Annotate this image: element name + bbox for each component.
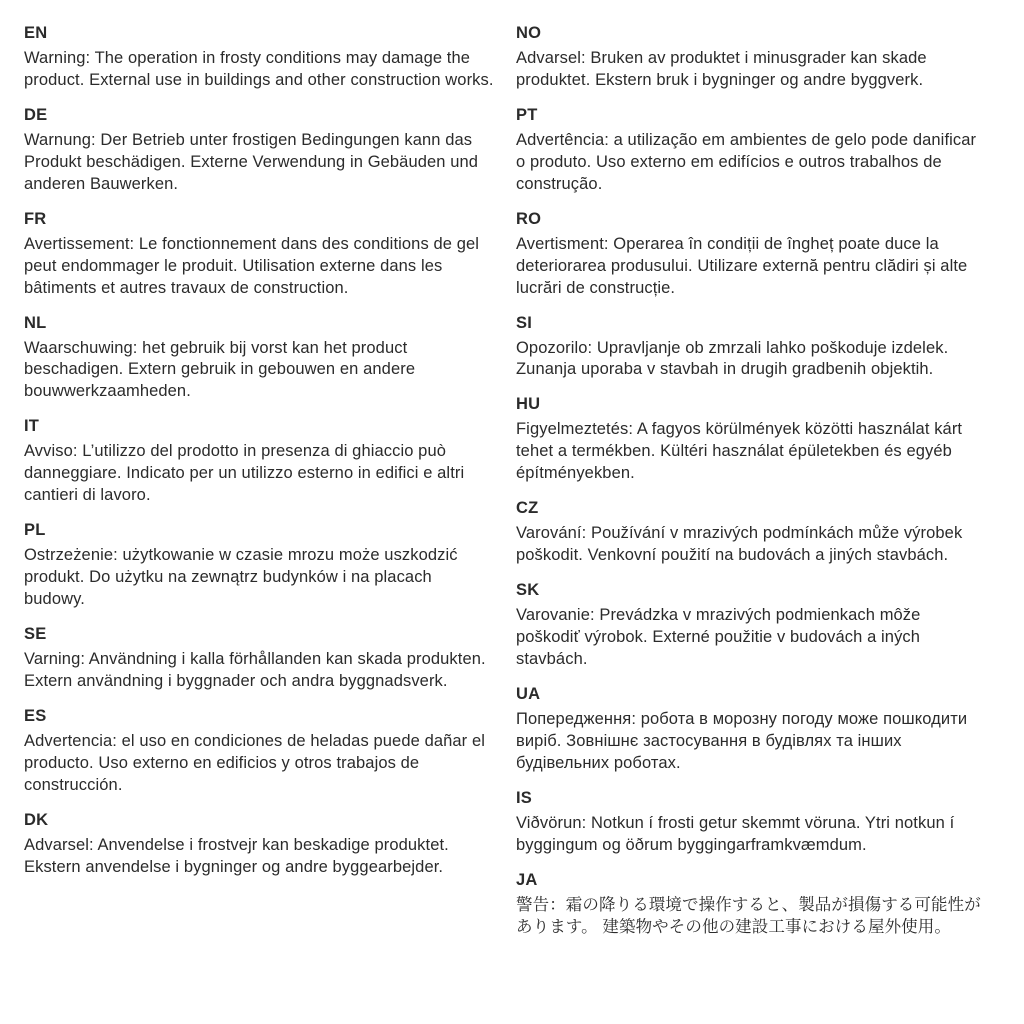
left-column: [24, 10, 494, 1014]
language-section-nl: [24, 314, 494, 404]
language-code: SE: [24, 624, 47, 643]
language-section-fr: [24, 210, 494, 300]
language-section-it: [24, 417, 494, 507]
warning-text: Waarschuwing: het gebruik bij vorst kan het product beschadigen. Extern gebruik in gebouwen en andere bouwwerkzaamheden.: [24, 338, 416, 401]
language-code: SK: [516, 581, 540, 600]
warning-text: Advarsel: Anvendelse i frostvejr kan beskadige produktet. Ekstern anvendelse i bygninger og andre byggearbejder.: [24, 835, 449, 876]
warning-text: 警告：霜の降りる環境で操作すると、製品が損傷する可能性があります。 建築物やその他の建設工事における屋外使用。: [516, 895, 981, 936]
warning-text: Warning: The operation in frosty conditions may damage the product. External use in buildings and other construction works.: [24, 49, 494, 89]
right-column: [516, 10, 986, 1014]
language-section-en: [24, 24, 494, 92]
language-section-ua: [516, 685, 986, 775]
language-section-de: [24, 106, 494, 196]
language-code: DE: [24, 105, 48, 124]
warning-text: Avertisment: Operarea în condiții de îngheț poate duce la deteriorarea produsului. Utilizare externă pentru clădiri și alte lucrări de construcție.: [516, 234, 968, 297]
warning-text: Advertencia: el uso en condiciones de heladas puede dañar el producto. Uso externo en edificios y otros trabajos de construcción.: [24, 731, 485, 794]
warning-text: Warnung: Der Betrieb unter frostigen Bedingungen kann das Produkt beschädigen. Externe Verwendung in Gebäuden und anderen Bauwerken.: [24, 130, 479, 193]
language-code: PT: [516, 105, 538, 124]
language-code: UA: [516, 684, 541, 703]
language-code: CZ: [516, 499, 539, 518]
language-section-pt: [516, 106, 986, 196]
warning-text: Viðvörun: Notkun í frosti getur skemmt vöruna. Ytri notkun í byggingum og öðrum byggingarframkvæmdum.: [516, 813, 955, 854]
language-section-hu: [516, 395, 986, 485]
language-code: ES: [24, 706, 47, 725]
warning-text: Figyelmeztetés: A fagyos körülmények közötti használat kárt tehet a termékben. Kültéri használat épületekben és egyéb építményekben.: [516, 420, 963, 483]
warning-text: Advertência: a utilização em ambientes de gelo pode danificar o produto. Uso externo em edifícios e outros trabalhos de construção.: [516, 130, 977, 193]
language-code: HU: [516, 395, 541, 414]
language-code: FR: [24, 209, 47, 228]
language-section-cz: [516, 499, 986, 567]
warning-text: Avviso: L’utilizzo del prodotto in presenza di ghiaccio può danneggiare. Indicato per un utilizzo esterno in edifici e altri cantieri di lavoro.: [24, 442, 465, 505]
language-code: IT: [24, 417, 40, 436]
warning-text: Opozorilo: Upravljanje ob zmrzali lahko poškoduje izdelek. Zunanja uporaba v stavbah in drugih gradbenih objektih.: [516, 338, 949, 379]
warning-text: Ostrzeżenie: użytkowanie w czasie mrozu może uszkodzić produkt. Do użytku na zewnątrz budynków i na placach budowy.: [24, 546, 458, 608]
warning-text: Varning: Användning i kalla förhållanden kan skada produkten. Extern användning i byggnader och andra byggnadsverk.: [24, 649, 486, 690]
warning-text: Попередження: робота в морозну погоду може пошкодити виріб. Зовнішнє застосування в будівлях та інших будівельних роботах.: [516, 709, 968, 772]
language-section-ro: [516, 210, 986, 300]
language-section-no: [516, 24, 986, 92]
warning-text: Varovanie: Prevádzka v mrazivých podmienkach môže poškodiť výrobok. Externé použitie v budovách a iných stavbách.: [516, 606, 921, 668]
language-code: NO: [516, 24, 542, 42]
language-section-is: [516, 789, 986, 857]
language-code: SI: [516, 313, 532, 332]
language-code: IS: [516, 788, 532, 807]
warning-text: Avertissement: Le fonctionnement dans des conditions de gel peut endommager le produit. Utilisation externe dans les bâtiments et autres travaux de construction.: [24, 234, 480, 297]
language-code: PL: [24, 521, 46, 540]
warning-text: Varování: Používání v mrazivých podmínkách může výrobek poškodit. Venkovní použití na budovách a jiných stavbách.: [516, 524, 963, 565]
language-section-es: [24, 707, 494, 797]
language-section-sk: [516, 581, 986, 671]
language-section-ja: [516, 871, 986, 939]
warning-text: Advarsel: Bruken av produktet i minusgrader kan skade produktet. Ekstern bruk i bygninger og andre byggverk.: [516, 49, 927, 89]
language-code: JA: [516, 870, 538, 889]
language-code: RO: [516, 209, 542, 228]
language-section-pl: [24, 521, 494, 611]
language-section-se: [24, 625, 494, 693]
language-section-si: [516, 314, 986, 382]
language-code: NL: [24, 313, 47, 332]
language-code: DK: [24, 810, 49, 829]
language-section-dk: [24, 811, 494, 879]
language-code: EN: [24, 24, 48, 42]
